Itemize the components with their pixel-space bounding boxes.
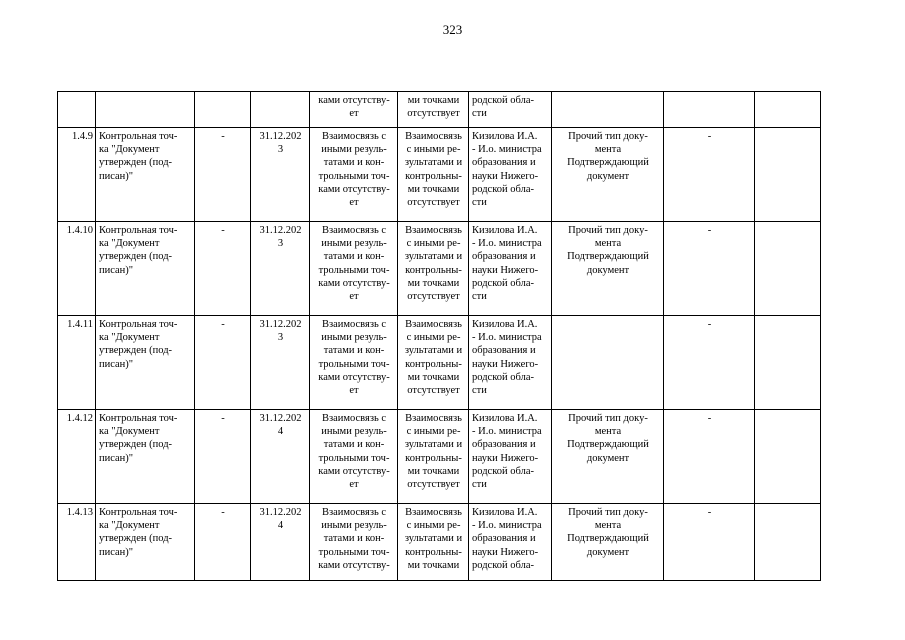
base-value-cell: - — [195, 410, 251, 504]
control-point-name-cell: Контрольная точ- ка "Документ утвержден (под- писан)" — [96, 504, 195, 581]
table-row — [58, 128, 821, 222]
document-type-cell: Прочий тип доку- мента Подтверждающий документ — [552, 222, 664, 316]
row-number-cell: 1.4.11 — [58, 316, 96, 410]
document-type-cell: Прочий тип доку- мента Подтверждающий документ — [552, 504, 664, 581]
deadline-date-cell — [251, 92, 310, 128]
info-system-cell — [664, 92, 755, 128]
row-number-cell — [58, 92, 96, 128]
successor-relation-cell: Взаимосвязь с иными ре- зультатами и контрольны- ми точками отсутствует — [398, 316, 469, 410]
document-type-cell — [552, 316, 664, 410]
deadline-date-cell: 31.12.202 4 — [251, 410, 310, 504]
control-points-table — [57, 91, 821, 581]
base-value-cell: - — [195, 316, 251, 410]
deadline-date-cell: 31.12.202 3 — [251, 316, 310, 410]
successor-relation-cell: Взаимосвязь с иными ре- зультатами и контрольны- ми точками отсутствует — [398, 410, 469, 504]
base-value-cell — [195, 92, 251, 128]
row-number-cell: 1.4.9 — [58, 128, 96, 222]
successor-relation-cell: Взаимосвязь с иными ре- зультатами и контрольны- ми точками — [398, 504, 469, 581]
control-point-name-cell: Контрольная точ- ка "Документ утвержден (под- писан)" — [96, 316, 195, 410]
responsible-person-cell: Кизилова И.А. - И.о. министра образования и науки Нижего- родской обла- — [469, 504, 552, 581]
row-number-cell: 1.4.12 — [58, 410, 96, 504]
info-system-cell: - — [664, 316, 755, 410]
document-type-cell: Прочий тип доку- мента Подтверждающий документ — [552, 410, 664, 504]
responsible-person-cell: Кизилова И.А. - И.о. министра образования и науки Нижего- родской обла- сти — [469, 316, 552, 410]
successor-relation-cell: ми точками отсутствует — [398, 92, 469, 128]
predecessor-relation-cell: ками отсутству- ет — [310, 92, 398, 128]
table-row — [58, 222, 821, 316]
extra-cell — [755, 128, 821, 222]
extra-cell — [755, 504, 821, 581]
extra-cell — [755, 316, 821, 410]
responsible-person-cell: родской обла- сти — [469, 92, 552, 128]
base-value-cell: - — [195, 504, 251, 581]
predecessor-relation-cell: Взаимосвязь с иными резуль- татами и кон- трольными точ- ками отсутству- ет — [310, 222, 398, 316]
deadline-date-cell: 31.12.202 3 — [251, 222, 310, 316]
table-body — [58, 92, 821, 581]
control-point-name-cell: Контрольная точ- ка "Документ утвержден (под- писан)" — [96, 222, 195, 316]
deadline-date-cell: 31.12.202 4 — [251, 504, 310, 581]
predecessor-relation-cell: Взаимосвязь с иными резуль- татами и кон- трольными точ- ками отсутству- — [310, 504, 398, 581]
document-type-cell: Прочий тип доку- мента Подтверждающий документ — [552, 128, 664, 222]
extra-cell — [755, 92, 821, 128]
predecessor-relation-cell: Взаимосвязь с иными резуль- татами и кон- трольными точ- ками отсутству- ет — [310, 128, 398, 222]
base-value-cell: - — [195, 128, 251, 222]
successor-relation-cell: Взаимосвязь с иными ре- зультатами и контрольны- ми точками отсутствует — [398, 128, 469, 222]
successor-relation-cell: Взаимосвязь с иными ре- зультатами и контрольны- ми точками отсутствует — [398, 222, 469, 316]
info-system-cell: - — [664, 128, 755, 222]
row-number-cell: 1.4.13 — [58, 504, 96, 581]
responsible-person-cell: Кизилова И.А. - И.о. министра образования и науки Нижего- родской обла- сти — [469, 128, 552, 222]
table-row — [58, 504, 821, 581]
page-number: 323 — [442, 22, 463, 37]
info-system-cell: - — [664, 504, 755, 581]
info-system-cell: - — [664, 410, 755, 504]
table-row — [58, 316, 821, 410]
info-system-cell: - — [664, 222, 755, 316]
control-point-name-cell: Контрольная точ- ка "Документ утвержден (под- писан)" — [96, 410, 195, 504]
extra-cell — [755, 410, 821, 504]
base-value-cell: - — [195, 222, 251, 316]
document-type-cell — [552, 92, 664, 128]
deadline-date-cell: 31.12.202 3 — [251, 128, 310, 222]
control-point-name-cell: Контрольная точ- ка "Документ утвержден (под- писан)" — [96, 128, 195, 222]
responsible-person-cell: Кизилова И.А. - И.о. министра образования и науки Нижего- родской обла- сти — [469, 222, 552, 316]
table-row — [58, 410, 821, 504]
extra-cell — [755, 222, 821, 316]
table-row — [58, 92, 821, 128]
control-point-name-cell — [96, 92, 195, 128]
predecessor-relation-cell: Взаимосвязь с иными резуль- татами и кон- трольными точ- ками отсутству- ет — [310, 316, 398, 410]
predecessor-relation-cell: Взаимосвязь с иными резуль- татами и кон- трольными точ- ками отсутству- ет — [310, 410, 398, 504]
row-number-cell: 1.4.10 — [58, 222, 96, 316]
responsible-person-cell: Кизилова И.А. - И.о. министра образования и науки Нижего- родской обла- сти — [469, 410, 552, 504]
